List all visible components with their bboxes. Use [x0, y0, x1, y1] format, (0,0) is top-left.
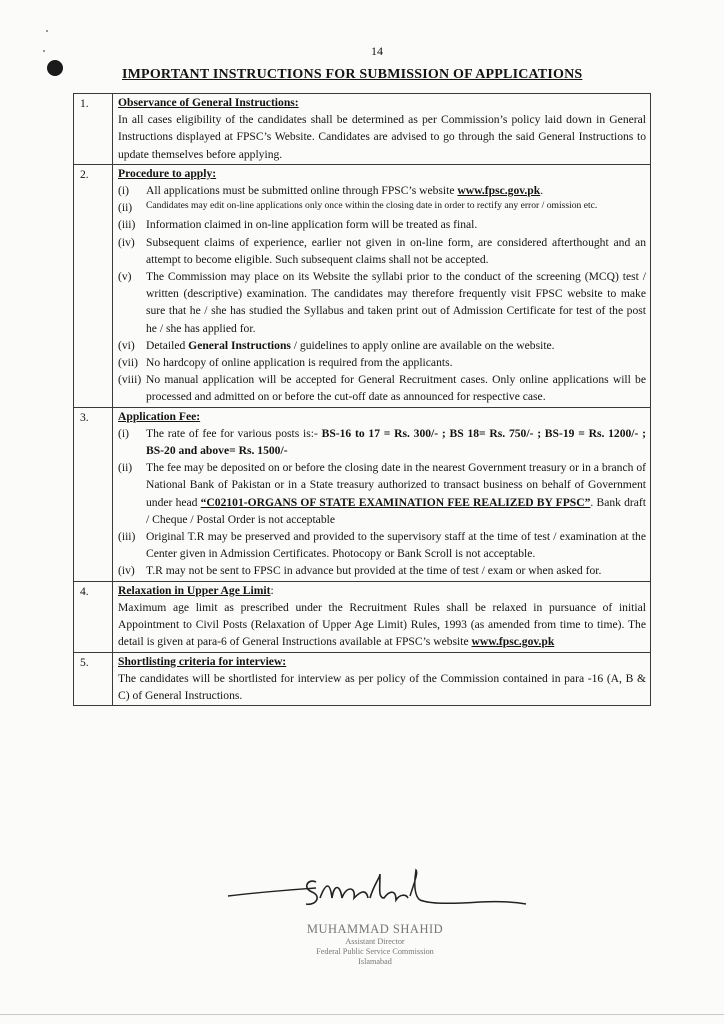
- section-body-text: Maximum age limit as prescribed under the Recruitment Rules shall be relaxed in pursuance of initial Appointment to Civil Posts (Relaxation of Upper Age Limit) Rules, 1993 (as amended from time to time). The detail is given at para-6 of General Instructions available at FPSC’s website: [118, 600, 646, 649]
- scan-edge-line: [0, 1014, 724, 1015]
- section-heading: Shortlisting criteria for interview:: [118, 654, 287, 668]
- item-label: (i): [118, 184, 129, 198]
- section-content: [113, 652, 651, 706]
- item-label: (iv): [118, 564, 135, 578]
- item-label: (iii): [118, 530, 136, 544]
- scan-dot: [47, 60, 63, 76]
- signatory-designation: Assistant Director: [345, 937, 405, 946]
- signatory-name: MUHAMMAD SHAHID: [306, 922, 444, 936]
- item-text-part: The fee may be deposited on or before the closing date in the nearest Government treasury or in a branch of National Bank of Pakistan or in a State treasury authorized to transact business on behalf of Government under head: [146, 461, 646, 509]
- item-text: Subsequent claims of experience, earlier not given in on-line form, are considered afterthought and an attempt to become eligible. Such subsequent claims shall not be accepted.: [146, 235, 646, 266]
- item-text: Candidates may edit on-line applications only once within the closing date in order to rectify any error / omission etc.: [146, 200, 598, 212]
- fee-rates: BS-16 to 17 = Rs. 300/- ; BS 18= Rs. 750/- ; BS-19 = Rs. 1200/- ; BS-20 and above= Rs. 1500/-: [146, 426, 647, 458]
- item-text-part: Detailed: [146, 338, 189, 352]
- section-heading: Procedure to apply:: [118, 166, 217, 180]
- item-text: Original T.R may be preserved and provided to the supervisory staff at the time of test / examination at the Center given in Admission Certificates. Photocopy or Bank Scroll is not acceptable.: [146, 530, 646, 561]
- item-text: Information claimed in on-line application form will be treated as final.: [146, 218, 478, 232]
- section-number: 3.: [74, 407, 113, 581]
- page-number: 14: [371, 44, 383, 58]
- list-item: [118, 337, 646, 354]
- section-row: [74, 581, 651, 652]
- section-row: [74, 164, 651, 407]
- item-label: (vi): [118, 338, 135, 352]
- section-number: 5.: [74, 652, 113, 706]
- item-text: T.R may not be sent to FPSC in advance but provided at the time of test / exam or when asked for.: [146, 564, 602, 578]
- list-item: [118, 371, 646, 405]
- item-text-part: All applications must be submitted online through FPSC’s website: [146, 184, 458, 198]
- item-text: [146, 459, 646, 528]
- scan-speck: [46, 30, 48, 32]
- item-label: (v): [118, 270, 132, 284]
- section-body: [118, 599, 646, 651]
- fpsc-website-link[interactable]: www.fpsc.gov.pk: [471, 635, 555, 649]
- list-item: [118, 459, 646, 528]
- item-text-bold: General Instructions: [188, 338, 291, 352]
- item-text-part: / guidelines to apply online are available on the website.: [290, 338, 555, 352]
- heading-suffix: :: [270, 583, 274, 597]
- list-item: [118, 182, 646, 199]
- signatory-organization: Federal Public Service Commission: [316, 947, 434, 956]
- section-heading: Observance of General Instructions:: [118, 96, 299, 109]
- fpsc-website-link[interactable]: www.fpsc.gov.pk: [457, 184, 541, 198]
- section-body: In all cases eligibility of the candidates shall be determined as per Commission’s policy laid down in General Instructions displayed at FPSC’s Website. Candidates are advised to go through the said General Instructions to update themselves before applying.: [118, 113, 646, 161]
- item-label: (vii): [118, 356, 138, 370]
- section-content: [113, 94, 651, 165]
- item-label: (i): [118, 426, 129, 440]
- section-row: [74, 94, 651, 165]
- section-heading: Application Fee:: [118, 409, 201, 423]
- section-content: [113, 164, 651, 407]
- item-text: [146, 182, 646, 199]
- item-text: The Commission may place on its Website the syllabi prior to the conduct of the screening (MCQ) test / written (descriptive) examination. The candidates may therefore frequently visit FPSC website to make sure that he / she has studied the Syllabus and taken print out of Admission Certificate for test of the post he / she has applied for.: [146, 270, 646, 335]
- item-text-part: .: [540, 184, 544, 198]
- item-label: (iv): [118, 235, 135, 249]
- list-item: [118, 528, 646, 562]
- section-body: The candidates will be shortlisted for interview as per policy of the Commission contained in para -16 (A, B & C) of General Instructions.: [118, 671, 646, 702]
- item-label: (ii): [118, 201, 133, 215]
- signatory-city: Islamabad: [358, 957, 392, 966]
- section-number: 4.: [74, 581, 113, 652]
- item-label: (iii): [118, 218, 136, 232]
- item-label: (viii): [118, 373, 142, 387]
- list-item: [118, 234, 646, 268]
- page-title: IMPORTANT INSTRUCTIONS FOR SUBMISSION OF APPLICATIONS: [122, 67, 583, 82]
- instructions-table: [73, 93, 651, 706]
- section-row: [74, 652, 651, 706]
- item-label: (ii): [118, 461, 133, 475]
- section-heading-wrap: [118, 582, 646, 599]
- item-text: [146, 337, 646, 354]
- section-content: [113, 581, 651, 652]
- list-item: [118, 268, 646, 337]
- section-heading: Relaxation in Upper Age Limit: [118, 583, 271, 597]
- list-item: [118, 354, 646, 371]
- item-text-part: The rate of fee for various posts is:-: [146, 426, 322, 440]
- list-item: [118, 562, 646, 579]
- item-text: No hardcopy of online application is required from the applicants.: [146, 356, 453, 370]
- item-text: No manual application will be accepted for General Recruitment cases. Only online applications will be processed and admitted on or before the cut-off date as announced for respective case.: [146, 373, 646, 404]
- section-number: 2.: [74, 164, 113, 407]
- signature-block: [240, 922, 510, 967]
- list-item: [118, 199, 646, 216]
- fee-head: “C02101-ORGANS OF STATE EXAMINATION FEE REALIZED BY FPSC”: [200, 495, 591, 509]
- section-number: 1.: [74, 94, 113, 165]
- item-text: [146, 425, 646, 459]
- list-item: [118, 216, 646, 233]
- item-text-part: . Bank draft / Cheque / Postal Order is not acceptable: [146, 495, 646, 526]
- section-content: [113, 407, 651, 581]
- list-item: [118, 425, 646, 459]
- section-row: [74, 407, 651, 581]
